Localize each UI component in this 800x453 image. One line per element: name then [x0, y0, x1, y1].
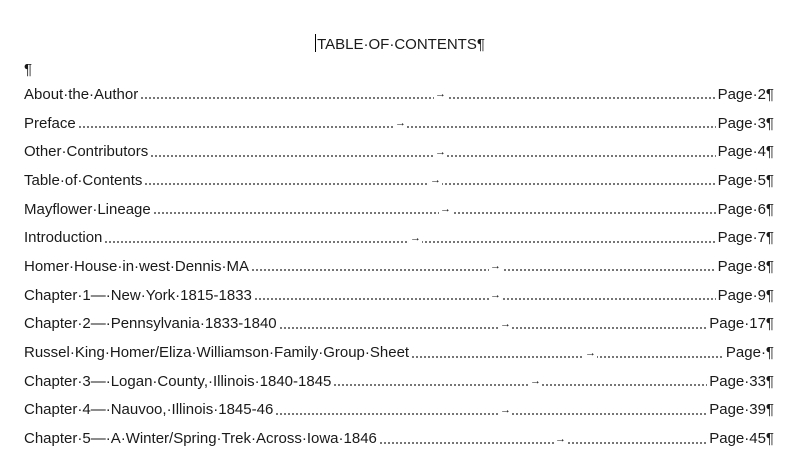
dot-leader [153, 200, 716, 218]
toc-entry-title: About·the·Author [24, 85, 139, 103]
text-cursor [315, 34, 316, 52]
toc-entry-title: Mayflower·Lineage [24, 200, 151, 218]
toc-entry[interactable] [24, 338, 774, 367]
toc-entry[interactable] [24, 281, 774, 310]
toc-entry-page: Page·39¶ [709, 401, 774, 419]
tab-arrow-icon: → [434, 143, 447, 161]
dot-leader [251, 257, 716, 275]
dot-leader [379, 430, 707, 448]
dot-leader [411, 344, 724, 362]
toc-entry-page: Page·7¶ [717, 229, 774, 247]
dot-leader [140, 85, 715, 103]
dot-leader [279, 315, 708, 333]
toc-entry-page: Page·6¶ [717, 200, 774, 218]
paragraph-mark: ¶ [24, 61, 33, 78]
dot-leader [333, 372, 707, 390]
dot-leader [78, 114, 716, 132]
toc-entry-page: Page·2¶ [717, 85, 774, 103]
toc-entry-title: Chapter·4—·Nauvoo,·Illinois·1845-46 [24, 401, 274, 419]
toc-entry[interactable] [24, 109, 774, 138]
dot-leader [254, 286, 716, 304]
tab-arrow-icon: → [409, 229, 422, 247]
dot-leader [275, 401, 707, 419]
toc-entry-page: Page·45¶ [709, 430, 774, 448]
toc-entry[interactable] [24, 424, 774, 453]
toc-entry-title: Table·of·Contents [24, 171, 143, 189]
toc-entry[interactable] [24, 310, 774, 339]
toc-entry-page: Page·¶ [725, 344, 774, 362]
toc-entry[interactable] [24, 80, 774, 109]
tab-arrow-icon: → [434, 85, 447, 103]
toc-entry-title: Preface [24, 114, 76, 132]
toc-entry-page: Page·8¶ [717, 257, 774, 275]
toc-entry-page: Page·5¶ [717, 171, 774, 189]
toc-entry-page: Page·3¶ [717, 114, 774, 132]
toc-entry[interactable] [24, 195, 774, 224]
dot-leader [150, 143, 715, 161]
dot-leader [104, 229, 715, 247]
tab-arrow-icon: → [489, 286, 502, 304]
toc-entry[interactable] [24, 166, 774, 195]
toc-entry-page: Page·9¶ [717, 286, 774, 304]
toc-entry-page: Page·33¶ [709, 372, 774, 390]
toc-entry-title: Russel·King·Homer/Eliza·Williamson·Family·Group·Sheet [24, 344, 410, 362]
toc-entry-page: Page·17¶ [709, 315, 774, 333]
tab-arrow-icon: → [429, 171, 442, 189]
toc-entry[interactable] [24, 367, 774, 396]
toc-title: TABLE·OF·CONTENTS¶ [317, 36, 485, 53]
toc-list [24, 80, 774, 453]
toc-title-line [0, 34, 800, 55]
toc-entry-title: Chapter·1—·New·York·1815-1833 [24, 286, 252, 304]
toc-entry-title: Chapter·3—·Logan·County,·Illinois·1840-1845 [24, 372, 332, 390]
toc-entry[interactable] [24, 396, 774, 425]
dot-leader [144, 171, 715, 189]
toc-entry[interactable] [24, 137, 774, 166]
tab-arrow-icon: → [499, 401, 512, 419]
tab-arrow-icon: → [584, 344, 597, 362]
toc-entry-title: Introduction [24, 229, 103, 247]
toc-entry-page: Page·4¶ [717, 143, 774, 161]
tab-arrow-icon: → [439, 200, 452, 218]
tab-arrow-icon: → [394, 114, 407, 132]
toc-entry-title: Other·Contributors [24, 143, 149, 161]
toc-entry-title: Homer·House·in·west·Dennis·MA [24, 257, 250, 275]
tab-arrow-icon: → [489, 257, 502, 275]
tab-arrow-icon: → [529, 372, 542, 390]
toc-entry-title: Chapter·2—·Pennsylvania·1833-1840 [24, 315, 277, 333]
tab-arrow-icon: → [554, 430, 567, 448]
tab-arrow-icon: → [499, 315, 512, 333]
toc-entry-title: Chapter·5—·A·Winter/Spring·Trek·Across·Iowa·1846 [24, 430, 377, 448]
toc-entry[interactable] [24, 252, 774, 281]
toc-entry[interactable] [24, 223, 774, 252]
